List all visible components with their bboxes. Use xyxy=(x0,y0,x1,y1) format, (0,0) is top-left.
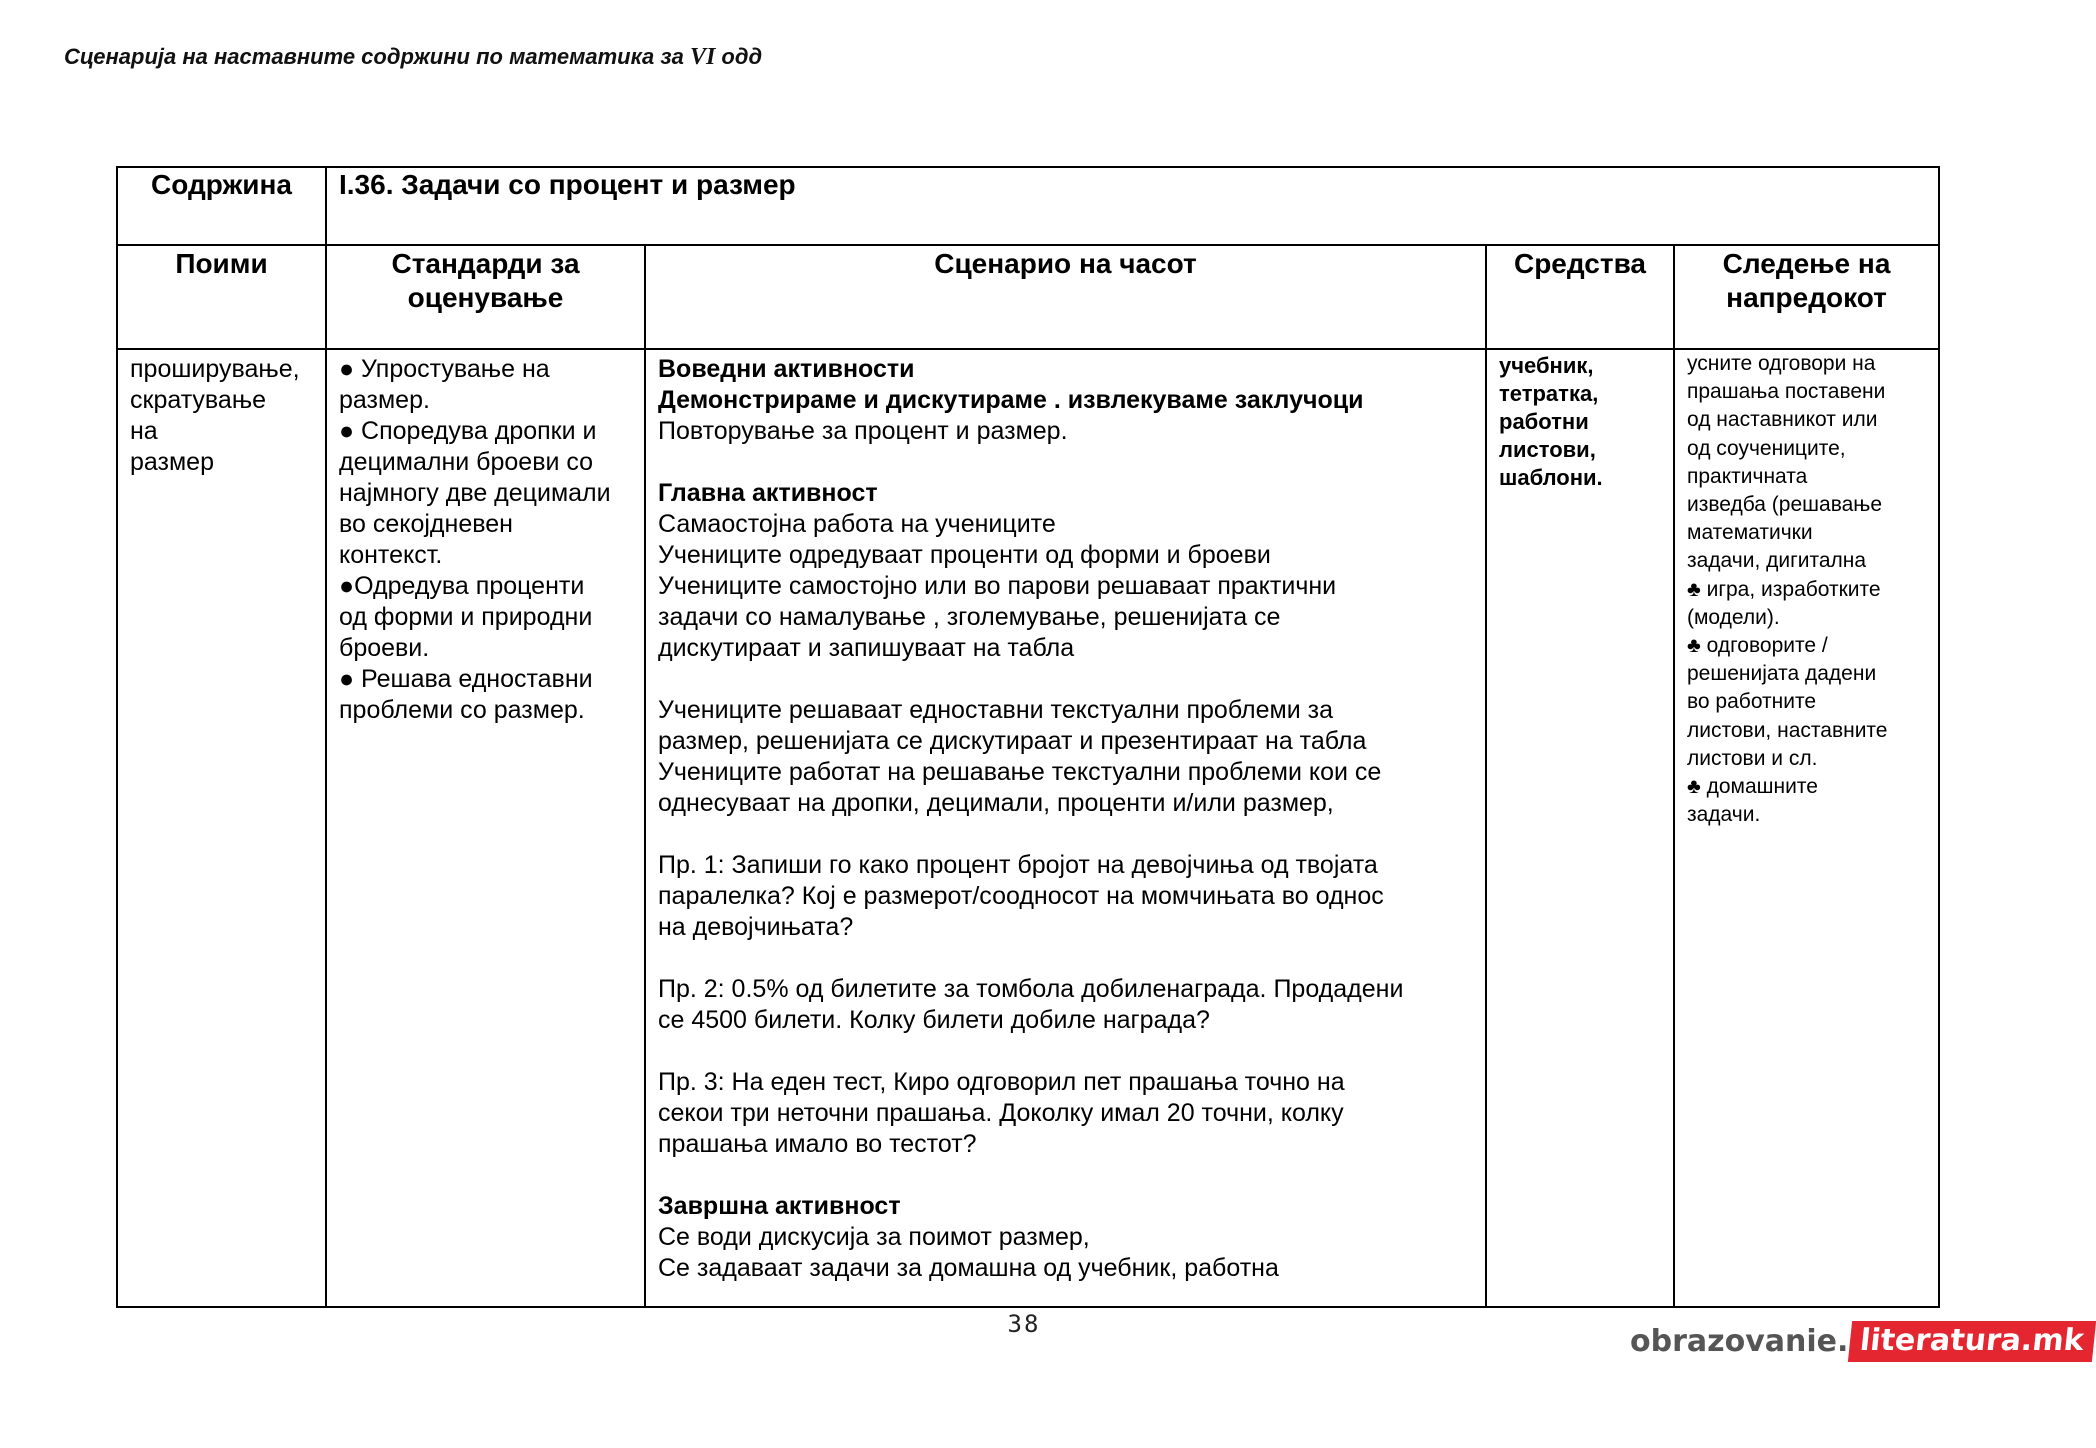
scenario-line: Пр. 1: Запиши го како процент бројот на девојчиња од твојата xyxy=(658,851,1378,879)
scenario-line: дискутираат и запишуваат на табла xyxy=(658,634,1075,662)
concepts-list xyxy=(118,350,325,478)
content-row xyxy=(117,167,1939,245)
scenario-line: прашања имало во тестот? xyxy=(658,1130,977,1158)
scenario-line: размер, решенијата се дискутираат и презентираат на табла xyxy=(658,727,1367,755)
standard-line: ● Упростување на xyxy=(339,355,550,383)
content-body-row xyxy=(117,349,1939,1307)
standard-line: контекст. xyxy=(339,541,443,569)
standard-line: во секојдневен xyxy=(339,510,513,538)
scenario-heading: Завршна активност xyxy=(658,1192,901,1220)
progress-line: во работните xyxy=(1687,690,1817,714)
standard-line: ●Одредува проценти xyxy=(339,572,585,600)
progress-line: прашања поставени xyxy=(1687,380,1886,404)
progress-line: ♣ одговорите / xyxy=(1687,634,1828,658)
scenario-spacer xyxy=(658,1160,1473,1191)
scenario-spacer xyxy=(658,1036,1473,1067)
progress-list xyxy=(1675,350,1938,829)
standards-list xyxy=(327,350,644,726)
scenario-heading: Главна активност xyxy=(658,479,878,507)
header-concepts: Поими xyxy=(117,245,326,349)
progress-cell xyxy=(1674,349,1939,1307)
standard-line: ● Решава едноставни xyxy=(339,665,593,693)
scenario-line: се 4500 билети. Колку билети добиле награда? xyxy=(658,1006,1210,1034)
progress-line: (модели). xyxy=(1687,605,1780,629)
lesson-plan-table xyxy=(116,166,1940,1308)
progress-line: од наставникот или xyxy=(1687,408,1878,432)
header-tools: Средства xyxy=(1486,245,1674,349)
scenario-line: Се води дискусија за поимот размер, xyxy=(658,1223,1090,1251)
progress-line: практичната xyxy=(1687,464,1808,488)
scenario-line: Учениците одредуваат проценти од форми и броеви xyxy=(658,541,1271,569)
scenario-spacer xyxy=(658,664,1473,695)
scenario-line: паралелка? Кој е размерот/соодносот на момчињата во однос xyxy=(658,882,1384,910)
page-number: 38 xyxy=(1007,1310,1041,1338)
progress-line: решенијата дадени xyxy=(1687,662,1877,686)
progress-line: усните одговори на xyxy=(1687,352,1876,375)
column-header-row xyxy=(117,245,1939,349)
progress-line: ♣ игра, изработките xyxy=(1687,577,1881,601)
progress-line: задачи, дигитална xyxy=(1687,549,1867,573)
scenario-line: Пр. 2: 0.5% од билетите за томбола добиленаграда. Продадени xyxy=(658,975,1404,1003)
progress-line: листови, наставните xyxy=(1687,718,1888,742)
tool-line: листови, xyxy=(1499,437,1596,462)
standard-line: размер. xyxy=(339,386,430,414)
scenario-heading: Демонстрираме и дискутираме . извлекуваме заклучоци xyxy=(658,386,1364,414)
scenario-line: Се задаваат задачи за домашна од учебник, работна xyxy=(658,1254,1279,1282)
concept-line: проширување, xyxy=(130,355,300,383)
standard-line: проблеми со размер. xyxy=(339,696,585,724)
scenario-heading: Воведни активности xyxy=(658,355,915,383)
publisher-logo xyxy=(1630,1318,2094,1364)
scenario-spacer xyxy=(658,943,1473,974)
tools-cell xyxy=(1486,349,1674,1307)
concepts-cell xyxy=(117,349,326,1307)
scenario-cell xyxy=(645,349,1486,1307)
standard-line: децимални броеви со xyxy=(339,448,594,476)
progress-line: листови и сл. xyxy=(1687,746,1818,770)
standard-line: броеви. xyxy=(339,634,430,662)
standards-cell xyxy=(326,349,645,1307)
header-title-suffix: одд xyxy=(715,44,763,69)
scenario-list xyxy=(646,350,1485,1284)
logo-text-primary: obrazovanie. xyxy=(1630,1323,1849,1359)
concept-line: размер xyxy=(130,448,214,476)
content-value: I.36. Задачи со процент и размер xyxy=(326,167,1939,245)
progress-line: изведба (решавање xyxy=(1687,493,1883,517)
scenario-line: Пр. 3: На еден тест, Киро одговорил пет прашања точно на xyxy=(658,1068,1345,1096)
progress-line: задачи. xyxy=(1687,803,1761,827)
scenario-line: на девојчињата? xyxy=(658,913,854,941)
scenario-line: Повторување за процент и размер. xyxy=(658,417,1068,445)
progress-line: математички xyxy=(1687,521,1813,545)
document-header xyxy=(64,44,762,71)
tool-line: шаблони. xyxy=(1499,465,1603,490)
scenario-line: Учениците работат на решавање текстуални проблеми кои се xyxy=(658,758,1382,786)
progress-line: ♣ домашните xyxy=(1687,775,1818,799)
scenario-spacer xyxy=(658,819,1473,850)
scenario-line: однесуваат на дропки, децимали, проценти и/или размер, xyxy=(658,789,1334,817)
concept-line: на xyxy=(130,417,158,445)
scenario-line: Самаостојна работа на учениците xyxy=(658,510,1056,538)
standard-line: ● Споредува дропки и xyxy=(339,417,597,445)
scenario-line: Учениците самостојно или во парови решаваат практични xyxy=(658,572,1337,600)
header-title-prefix: Сценарија на наставните содржини по математика за xyxy=(64,44,690,69)
scenario-line: задачи со намалување , зголемување, решенијата се xyxy=(658,603,1281,631)
header-standards: Стандарди за оценување xyxy=(326,245,645,349)
concept-line: скратување xyxy=(130,386,267,414)
progress-line: од соучениците, xyxy=(1687,436,1846,460)
tool-line: работни xyxy=(1499,409,1589,434)
content-label: Содржина xyxy=(117,167,326,245)
tools-list xyxy=(1487,350,1673,492)
header-scenario: Сценарио на часот xyxy=(645,245,1486,349)
header-grade: VI xyxy=(689,44,716,70)
logo-text-highlight: literatura.mk xyxy=(1848,1321,2096,1362)
scenario-line: Учениците решаваат едноставни текстуални проблеми за xyxy=(658,696,1333,724)
header-progress: Следење на напредокот xyxy=(1674,245,1939,349)
standard-line: од форми и природни xyxy=(339,603,593,631)
standard-line: најмногу две децимали xyxy=(339,479,611,507)
tool-line: учебник, xyxy=(1499,353,1594,378)
scenario-spacer xyxy=(658,447,1473,478)
scenario-line: секои три неточни прашања. Доколку имал 20 точни, колку xyxy=(658,1099,1344,1127)
tool-line: тетратка, xyxy=(1499,381,1599,406)
